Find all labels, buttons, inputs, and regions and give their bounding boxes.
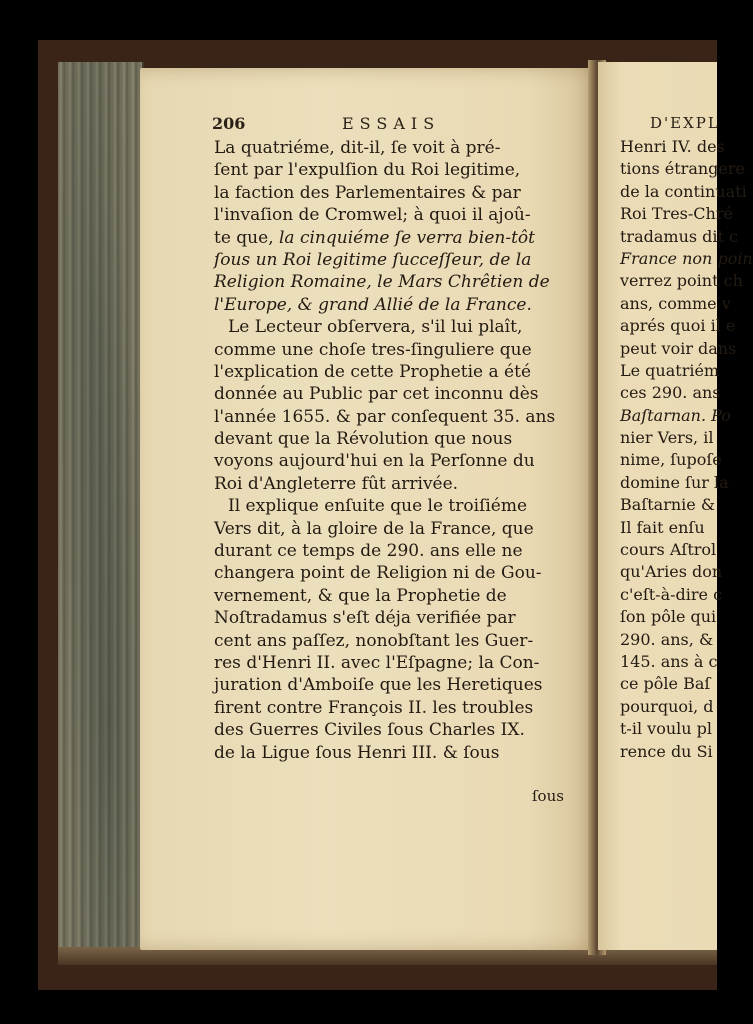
text-line: qu'Aries don [620, 562, 723, 582]
text-line: ce pôle Baſ [620, 674, 711, 694]
right-page [598, 62, 753, 950]
text-line: cours Aſtrol [620, 540, 717, 560]
text-line: c'eſt-à-dire c [620, 584, 723, 604]
text-line: ſous un Roi legitime ſucceſſeur, de la [214, 249, 532, 270]
text-line: nime, ſupoſe [620, 450, 722, 470]
text-line: durant ce temps de 290. ans elle ne [214, 541, 523, 562]
text-line: Roi Tres-Chré [620, 204, 733, 224]
text-line: rence du Si [620, 741, 713, 761]
text-line: devant que la Révolution que nous [214, 429, 513, 450]
text-line: l'année 1655. & par conſequent 35. ans [214, 406, 556, 427]
text-line: verrez point ch [620, 271, 743, 291]
text-line: l'Europe, & grand Allié de la France. [214, 294, 532, 315]
text-line: donnée au Public par cet inconnu dès [214, 384, 539, 405]
text-line: l'explication de cette Prophetie a été [214, 361, 531, 382]
text-line: Baſtarnie & [620, 495, 716, 515]
text-line: 145. ans à c [620, 651, 718, 671]
text-line: tions étrangere [620, 159, 745, 179]
text-line: nier Vers, il [620, 428, 714, 448]
text-line: La quatriéme, dit-il, ſe voit à pré- [214, 138, 501, 158]
text-line: tradamus dit c [620, 226, 739, 246]
text-line: des Guerres Civiles ſous Charles IX. [214, 720, 525, 741]
text-line: t-il voulu pl [620, 719, 712, 739]
text-line: Religion Romaine, le Mars Chrêtien de [214, 272, 550, 293]
catchword: ſous [532, 787, 564, 805]
running-head: ESSAIS [342, 114, 441, 133]
text-line: Il fait enſu [620, 517, 705, 537]
text-line: ces 290. ans [620, 383, 721, 403]
text-line: pourquoi, d [620, 696, 714, 716]
text-line: voyons aujourd'hui en la Perſonne du [214, 451, 535, 472]
text-line: ans, comme v [620, 293, 731, 313]
text-line: res d'Henri II. avec l'Eſpagne; la Con- [214, 652, 540, 673]
text-line: de la Ligue ſous Henri III. & ſous [214, 742, 500, 763]
text-italic: la cinquiéme ſe verra bien-tôt [279, 227, 535, 248]
text-line: Vers dit, à la gloire de la France, que [214, 518, 534, 539]
text-line: ſent par l'expulſion du Roi legitime, [214, 160, 521, 181]
text-line: France non poin [620, 248, 753, 268]
text-line: peut voir dans [620, 338, 737, 358]
text-line: Il explique enſuite que le troiſiéme [228, 496, 528, 517]
text-line: 290. ans, & [620, 629, 714, 649]
left-page-text [214, 137, 564, 764]
text-line: ſon pôle qui [620, 607, 717, 627]
page-number: 206 [212, 114, 246, 133]
text-line: Le quatriém [620, 360, 720, 380]
right-running-head: D'EXPL [650, 114, 720, 132]
text-line: comme une choſe tres-ſinguliere que [214, 339, 532, 360]
text-line: la faction des Parlementaires & par [214, 182, 521, 203]
left-page-header [212, 114, 572, 136]
text-line: juration d'Amboiſe que les Heretiques [214, 675, 543, 696]
text-line: l'invaſion de Cromwel; à quoi il ajoû- [214, 205, 531, 226]
page-edge-fore [58, 62, 144, 947]
text-line: domine ſur la [620, 472, 729, 492]
text-line: aprés quoi il e [620, 316, 736, 336]
text-line: changera point de Religion ni de Gou- [214, 563, 542, 584]
text-roman: te que, [214, 227, 279, 248]
text-line: Baſtarnan. Po [620, 405, 731, 425]
text-line: Le Lecteur obſervera, s'il lui plaît, [228, 317, 523, 338]
text-line: cent ans paſſez, nonobſtant les Guer- [214, 630, 534, 651]
right-page-text [620, 136, 753, 763]
text-line: firent contre François II. les troubles [214, 697, 534, 718]
text-line: Henri IV. des [620, 137, 725, 156]
text-line: Roi d'Angleterre fût arrivée. [214, 473, 459, 494]
text-line: de la continuati [620, 181, 747, 201]
text-line: Noſtradamus s'eſt déja verifiée par [214, 608, 516, 629]
text-line [214, 227, 564, 249]
text-line: vernement, & que la Prophetie de [214, 585, 507, 606]
